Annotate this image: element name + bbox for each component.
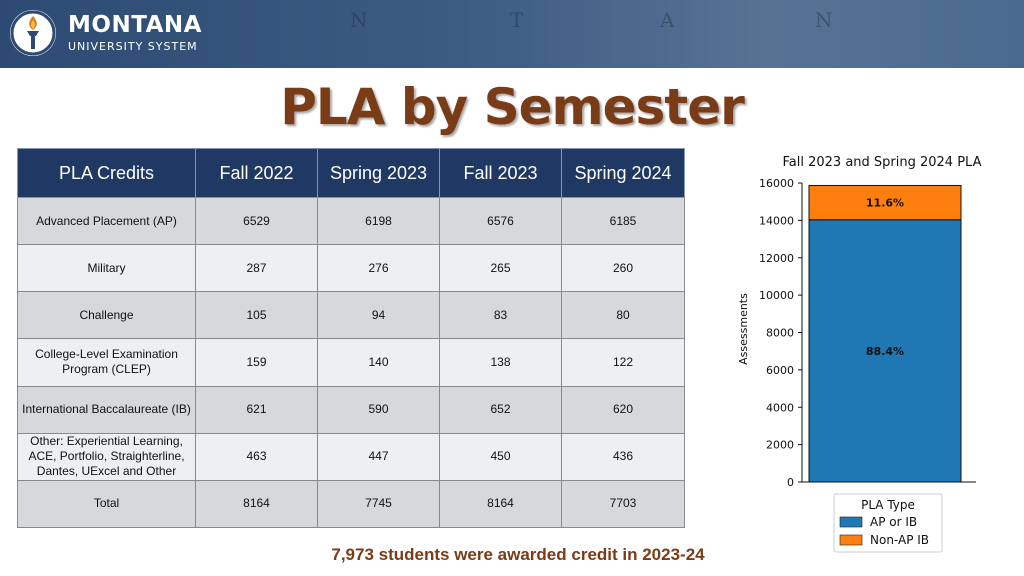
table-cell: 6576 (440, 198, 562, 245)
column-header: Spring 2024 (562, 149, 685, 198)
table-cell: 287 (196, 245, 318, 292)
map-decoration: A (660, 8, 681, 32)
y-tick-label: 8000 (766, 326, 794, 340)
table-cell: 80 (562, 292, 685, 339)
map-decoration: N (350, 8, 374, 32)
row-label: College-Level Examination Program (CLEP) (18, 339, 196, 386)
table-cell: 159 (196, 339, 318, 386)
column-header: PLA Credits (18, 149, 196, 198)
chart-canvas (730, 148, 1024, 558)
row-label: Other: Experiential Learning, ACE, Portfolio, Straighterline, Dantes, UExcel and Other (18, 433, 196, 480)
row-label: International Baccalaureate (IB) (18, 386, 196, 433)
y-tick-label: 16000 (759, 177, 794, 190)
table-cell: 621 (196, 386, 318, 433)
table-row-total (18, 480, 685, 527)
table-cell: 652 (440, 386, 562, 433)
pla-table (17, 148, 685, 528)
table-cell: 138 (440, 339, 562, 386)
table-cell: 450 (440, 433, 562, 480)
column-header: Fall 2023 (440, 149, 562, 198)
column-header: Spring 2023 (318, 149, 440, 198)
map-decoration: N (815, 8, 839, 32)
table-cell: 7745 (318, 480, 440, 527)
y-tick-label: 2000 (766, 438, 794, 452)
table-cell: 6198 (318, 198, 440, 245)
y-tick-label: 4000 (766, 401, 794, 415)
bar-data-label: 11.6% (865, 196, 905, 210)
table-cell: 7703 (562, 480, 685, 527)
table-cell: 620 (562, 386, 685, 433)
table-cell: 6529 (196, 198, 318, 245)
table-cell: 105 (196, 292, 318, 339)
org-subtitle: UNIVERSITY SYSTEM (68, 40, 198, 53)
table-row (18, 245, 685, 292)
header-banner (0, 0, 1024, 68)
y-tick-label: 6000 (766, 363, 794, 377)
chart-legend (834, 494, 942, 552)
y-tick-label: 10000 (759, 289, 794, 303)
table-cell: 276 (318, 245, 440, 292)
table-cell: 83 (440, 292, 562, 339)
table-cell: 260 (562, 245, 685, 292)
row-label: Military (18, 245, 196, 292)
footer-note: 7,973 students were awarded credit in 2023-24 (331, 545, 705, 564)
row-label: Challenge (18, 292, 196, 339)
bar-data-label: 88.4% (865, 344, 905, 358)
y-tick-label: 12000 (759, 251, 794, 265)
table-cell: 140 (318, 339, 440, 386)
table-row (18, 198, 685, 245)
y-axis-ticks (759, 177, 802, 489)
column-header: Fall 2022 (196, 149, 318, 198)
map-decoration: T (510, 8, 530, 32)
chart-title: Fall 2023 and Spring 2024 PLA (782, 155, 982, 170)
y-axis-label: Assessments (737, 293, 750, 365)
table-row (18, 292, 685, 339)
y-tick-label: 0 (787, 476, 794, 489)
table-cell: 94 (318, 292, 440, 339)
table-cell: 8164 (196, 480, 318, 527)
table-cell: 436 (562, 433, 685, 480)
table-cell: 463 (196, 433, 318, 480)
table-cell: 265 (440, 245, 562, 292)
y-tick-label: 14000 (759, 214, 794, 228)
table-header-row (18, 149, 685, 198)
bar-stack (809, 185, 961, 482)
pla-stacked-bar-chart (730, 148, 1024, 558)
row-label: Advanced Placement (AP) (18, 198, 196, 245)
row-label: Total (18, 480, 196, 527)
montana-university-system-logo[interactable] (10, 8, 225, 60)
table-row (18, 339, 685, 386)
table-cell: 590 (318, 386, 440, 433)
table-cell: 447 (318, 433, 440, 480)
legend-swatch-ap-or-ib (840, 517, 862, 527)
torch-emblem-icon (10, 10, 56, 56)
legend-swatch-non-ap-ib (840, 535, 862, 545)
legend-label-ap-or-ib: AP or IB (870, 515, 918, 529)
table-cell: 8164 (440, 480, 562, 527)
table-cell: 6185 (562, 198, 685, 245)
org-name: MONTANA (68, 12, 202, 38)
table-cell: 122 (562, 339, 685, 386)
page-title: PLA by Semester (280, 78, 744, 136)
table-row (18, 433, 685, 480)
legend-title: PLA Type (861, 498, 915, 512)
legend-label-non-ap-ib: Non-AP IB (870, 533, 930, 547)
table-row (18, 386, 685, 433)
